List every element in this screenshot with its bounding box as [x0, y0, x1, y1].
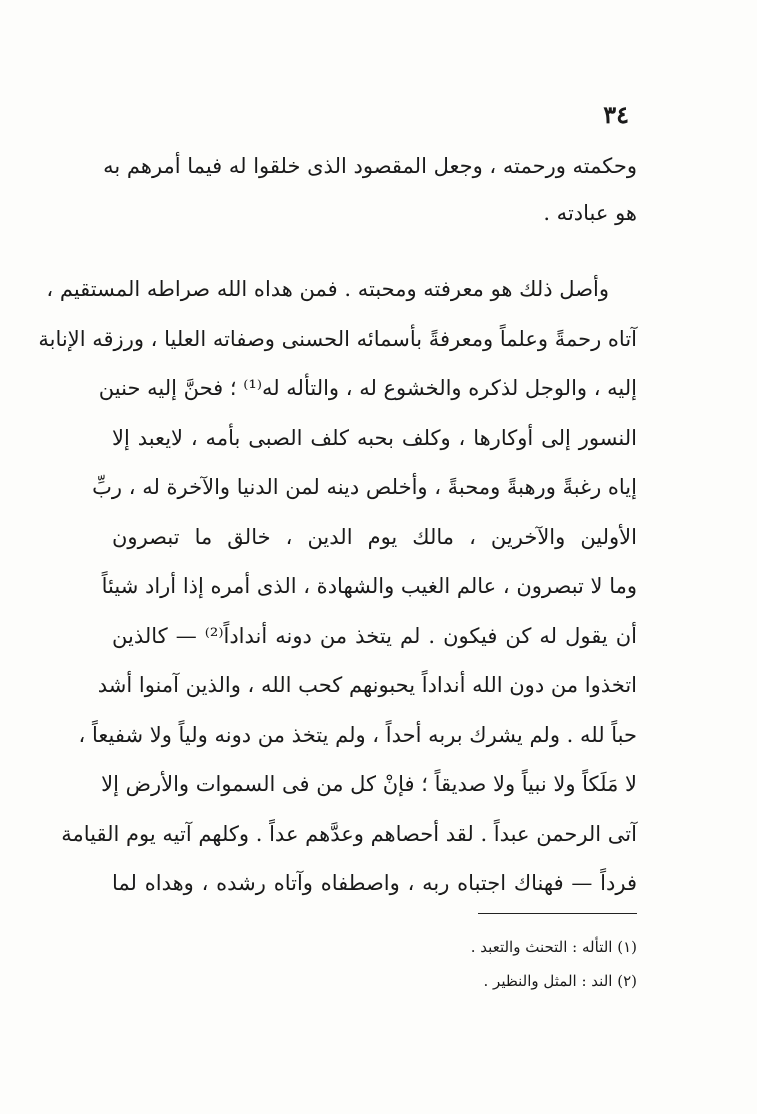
text-line: أن يقول له كن فيكون . لم يتخذ من دونه أنداداً⁽²⁾ — كالذين [112, 623, 638, 648]
page-number: ٣٤ [603, 100, 629, 129]
footnote-1: (١) التأله : التحنث والتعبد . [470, 938, 637, 956]
footnote-2: (٢) الند : المثل والنظير . [483, 972, 637, 990]
text-line: آتاه رحمةً وعلماً ومعرفةً بأسمائه الحسنى وصفاته العليا ، ورزقه الإنابة [38, 326, 637, 351]
text-line: إياه رغبةً ورهبةً ومحبةً ، وأخلص دينه لمن الدنيا والآخرة له ، ربِّ [92, 475, 637, 499]
footnotes [337, 930, 637, 998]
text-line: وما لا تبصرون ، عالم الغيب والشهادة ، الذى أمره إذا أراد شيئاً [101, 574, 637, 598]
text-line: هو عبادته . [543, 201, 637, 225]
text-line: اتخذوا من دون الله أنداداً يحبونهم كحب الله ، والذين آمنوا أشد [97, 673, 637, 697]
text-line: الأولين والآخرين ، مالك يوم الدين ، خالق ما تبصرون [112, 524, 637, 549]
footnote-divider [478, 913, 637, 914]
text-line: آتى الرحمن عبداً . لقد أحصاهم وعدَّهم عداً . وكلهم آتيه يوم القيامة [61, 821, 637, 846]
text-line: النسور إلى أوكارها ، وكلف بحبه كلف الصبى بأمه ، لايعبد إلا [112, 425, 637, 450]
text-line: فرداً — فهناك اجتباه ربه ، واصطفاه وآتاه رشده ، وهداه لما [112, 871, 637, 895]
text-line: لا مَلَكاً ولا نبياً ولا صديقاً ؛ فإنْ كل من فى السموات والأرض إلا [101, 772, 637, 796]
paragraph-1 [103, 143, 637, 237]
text-line: وأصل ذلك هو معرفته ومحبته . فمن هداه الله صراطه المستقيم ، [46, 277, 609, 301]
paragraph-2 [38, 265, 638, 909]
text-line: إليه ، والوجل لذكره والخشوع له ، والتأله له⁽¹⁾ ؛ فحنَّ إليه حنين [98, 376, 637, 400]
text-line: وحكمته ورحمته ، وجعل المقصود الذى خلقوا له فيما أمرهم به [103, 154, 637, 178]
text-line: حباً لله . ولم يشرك بربه أحداً ، ولم يتخذ من دونه ولياً ولا شفيعاً ، [78, 722, 637, 747]
